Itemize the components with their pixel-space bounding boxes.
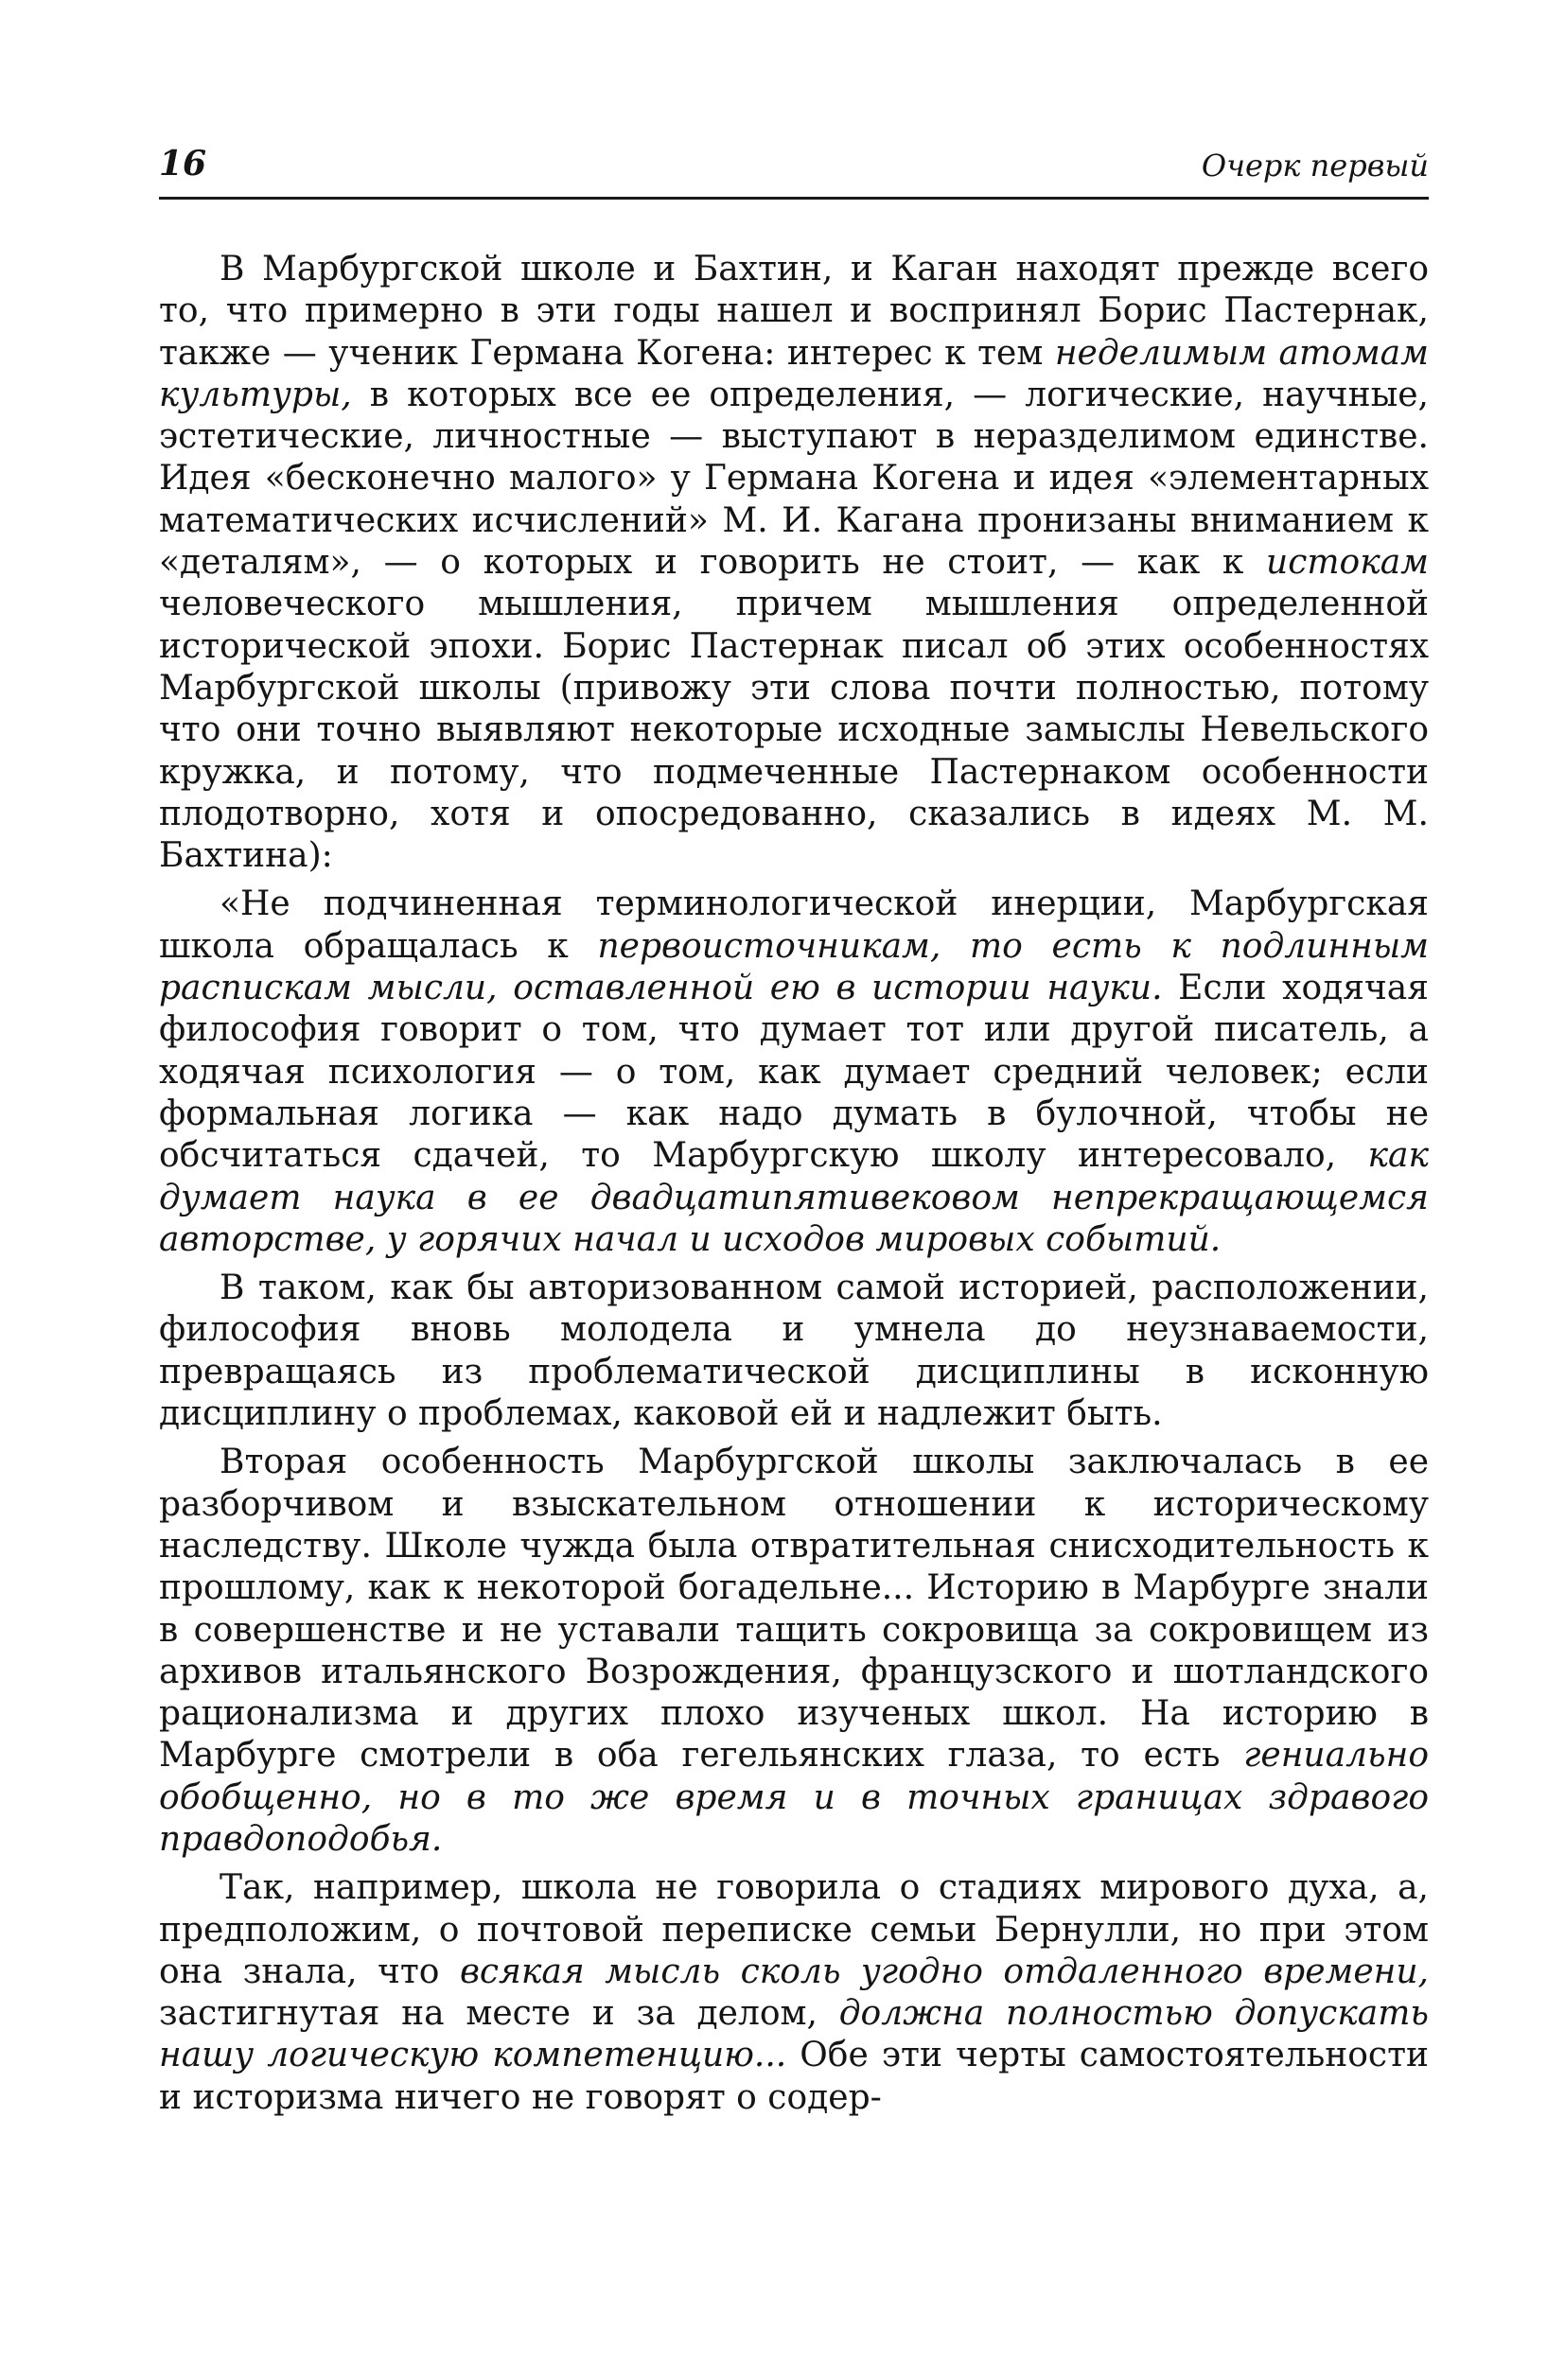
text-run: Так, например, школа не говорила о стадиях мирового духа, а, предположим, о почтовой переписке семьи Бернулли, но при этом она знала, что <box>159 1868 1429 1991</box>
text-run: застигнутая на месте и за делом, <box>159 1994 839 2034</box>
text-run: в которых все ее определения, — логические, научные, эстетические, личностные — выступают в неразделимом единстве. Идея «бесконечно малого» у Германа Когена и идея «элементарных математических исчислений» М. И. Кагана пронизаны вниманием к «деталям», — о которых и говорить не стоит, — как к <box>159 375 1429 583</box>
quote-paragraph <box>159 1268 1429 1435</box>
italic-run: как думает наука в ее двадцатипятивековом непрекращающемся авторстве, у горячих начал и исходов мировых событий. <box>159 1136 1429 1259</box>
text-run: В Марбургской школе и Бахтин, и Каган находят прежде всего то, что примерно в эти годы нашел и воспринял Борис Пастернак, также — ученик Германа Когена: интерес к тем <box>159 250 1429 373</box>
italic-run: неделимым атомам культуры, <box>159 333 1429 414</box>
paragraph <box>159 249 1429 877</box>
book-page <box>159 132 1429 2126</box>
text-run: «Не подчиненная терминологической инерции, Марбургская школа обращалась к <box>159 884 1429 966</box>
italic-run: должна полностью допускать нашу логическую компетенцию... <box>159 1994 1429 2075</box>
page-number: 16 <box>159 144 207 184</box>
body-text <box>159 249 1429 2119</box>
italic-run: гениально обобщенно, но в то же время и в точных границах здравого правдоподобья. <box>159 1736 1429 1859</box>
text-run: В таком, как бы авторизованном самой историей, расположении, философия вновь молодела и умнела до неузнаваемости, превращаясь из проблематической дисциплины в исконную дисциплину о проблемах, каковой ей и надлежит быть. <box>159 1269 1429 1434</box>
header-rule <box>159 197 1429 200</box>
text-run: Если ходячая философия говорит о том, что думает тот или другой писатель, а ходячая психология — о том, как думает средний человек; если формальная логика — как надо думать в булочной, чтобы не обсчитаться сдачей, то Марбургскую школу интересовало, <box>159 969 1429 1176</box>
section-title: Очерк первый <box>1201 148 1429 184</box>
running-head <box>159 132 1429 184</box>
italic-run: всякая мысль сколь угодно отдаленного времени, <box>459 1951 1429 1991</box>
text-run: Обе эти черты самостоятельности и историзма ничего не говорят о содер- <box>159 2036 1429 2117</box>
text-run: Вторая особенность Марбургской школы заключалась в ее разборчивом и взыскательном отношении к историческому наследству. Школе чужда была отвратительная снисходительность к прошлому, как к некоторой богадельне... Историю в Марбурге знали в совершенстве и не уставали тащить сокровища за сокровищем из архивов итальянского Возрождения, французского и шотландского рационализма и других плохо изученых школ. На историю в Марбурге смотрели в оба гегельянских глаза, то есть <box>159 1443 1429 1776</box>
italic-run: первоисточникам, то есть к подлинным распискам мысли, оставленной ею в истории науки. <box>159 926 1429 1008</box>
quote-paragraph <box>159 1867 1429 2119</box>
text-run: человеческого мышления, причем мышления определенной исторической эпохи. Борис Пастернак писал об этих особенностях Марбургской школы (привожу эти слова почти полностью, потому что они точно выявляют некоторые исходные замыслы Невельского кружка, и потому, что подмеченные Пастернаком особенности плодотворно, хотя и опосредованно, сказались в идеях М. М. Бахтина): <box>159 585 1429 876</box>
quote-paragraph <box>159 884 1429 1261</box>
italic-run: истокам <box>1266 543 1429 583</box>
quote-paragraph <box>159 1442 1429 1861</box>
